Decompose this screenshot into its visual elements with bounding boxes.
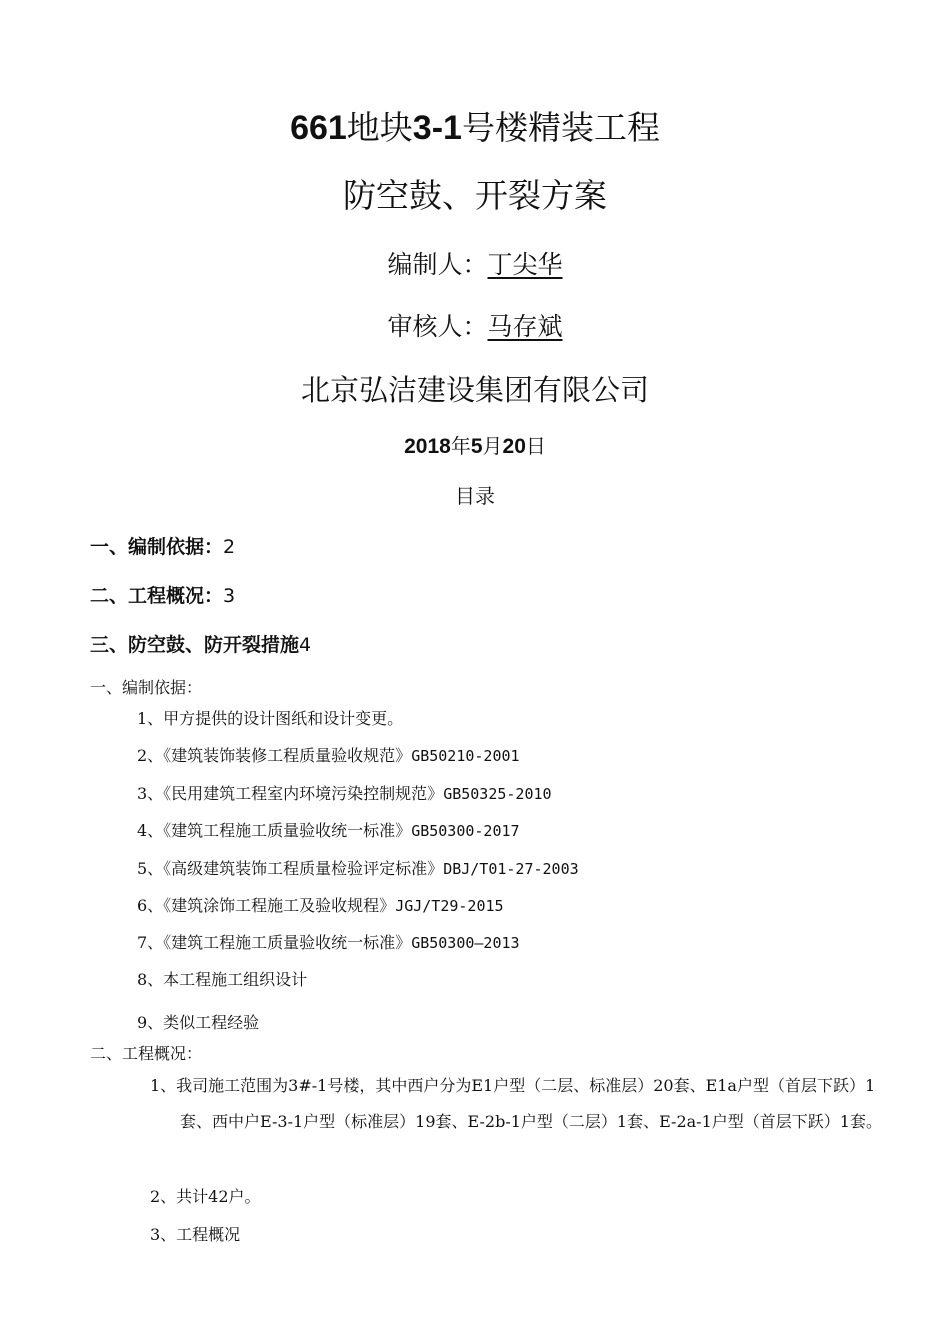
list-item: 2、共计42户。 bbox=[150, 1187, 261, 1206]
list-item-text: 6、《建筑涂饰工程施工及验收规程》 bbox=[137, 896, 396, 915]
title-rest: 号楼精装工程 bbox=[461, 108, 660, 147]
list-item bbox=[137, 707, 403, 731]
toc-entry[interactable] bbox=[90, 582, 235, 610]
toc-entry[interactable] bbox=[90, 631, 311, 659]
date-year: 2018 bbox=[404, 435, 451, 458]
toc-entry-page: 3 bbox=[223, 585, 236, 607]
toc-entry-label: 一、编制依据： bbox=[90, 536, 224, 558]
title-code: 661 bbox=[290, 109, 347, 147]
title-building-number: 3-1 bbox=[412, 109, 462, 147]
company-name: 北京弘洁建设集团有限公司 bbox=[300, 373, 649, 407]
list-item-text: 5、《高级建筑装饰工程质量检验评定标准》 bbox=[137, 859, 444, 878]
section-heading: 一、编制依据： bbox=[90, 678, 203, 697]
toc-entry-page: 4 bbox=[299, 634, 312, 656]
reviewer-line bbox=[0, 311, 950, 343]
list-item-text: 1、甲方提供的设计图纸和设计变更。 bbox=[137, 709, 404, 728]
list-item-code: GB50325-2010 bbox=[443, 785, 552, 803]
date-day: 20 bbox=[502, 435, 526, 458]
reviewer-name: 马存斌 bbox=[487, 312, 563, 341]
list-item bbox=[137, 782, 552, 806]
list-item: 3、工程概况 bbox=[150, 1225, 241, 1244]
list-item-code: DBJ/T01-27-2003 bbox=[443, 860, 579, 878]
editor-label: 编制人： bbox=[387, 250, 488, 279]
toc-title: 目录 bbox=[455, 484, 495, 508]
list-item bbox=[137, 857, 579, 881]
document-title-line1 bbox=[0, 108, 950, 148]
list-item bbox=[137, 1011, 259, 1035]
list-item-text: 7、《建筑工程施工质量验收统一标准》 bbox=[137, 933, 412, 952]
editor-name: 丁尖华 bbox=[487, 250, 563, 279]
toc-entry-label: 二、工程概况： bbox=[90, 585, 224, 607]
section-heading: 二、工程概况： bbox=[90, 1044, 203, 1063]
list-item-text: 4、《建筑工程施工质量验收统一标准》 bbox=[137, 821, 412, 840]
date-month-char: 月 bbox=[482, 434, 503, 458]
list-item bbox=[137, 744, 520, 768]
list-item-code: GB50300-2017 bbox=[411, 822, 520, 840]
list-item bbox=[137, 968, 307, 992]
list-item-text: 8、本工程施工组织设计 bbox=[137, 970, 308, 989]
list-item-code: GB50210-2001 bbox=[411, 747, 520, 765]
date-month: 5 bbox=[470, 435, 483, 458]
date-year-char: 年 bbox=[450, 434, 471, 458]
list-item-text: 9、类似工程经验 bbox=[137, 1013, 260, 1032]
editor-line bbox=[0, 249, 950, 281]
list-item-code: JGJ/T29-2015 bbox=[395, 897, 504, 915]
list-item-code: GB50300—2013 bbox=[411, 934, 520, 952]
list-item bbox=[137, 819, 520, 843]
list-item bbox=[137, 894, 504, 918]
list-item-text: 3、《民用建筑工程室内环境污染控制规范》 bbox=[137, 784, 444, 803]
overview-paragraph: 1、我司施工范围为3#-1号楼，其中西户分为E1户型（二层、标准层）20套、E1a户型（首层下跃）1套、西中户E-3-1户型（标准层）19套、E-2b-1户型（二层）1套、E-2a-1户型（首层下跃）1套。 bbox=[150, 1076, 882, 1131]
reviewer-label: 审核人： bbox=[387, 312, 488, 341]
document-date bbox=[0, 432, 950, 461]
date-day-char: 日 bbox=[525, 434, 546, 458]
list-item-text: 2、《建筑装饰装修工程质量验收规范》 bbox=[137, 746, 412, 765]
title-mid: 地块 bbox=[346, 108, 413, 147]
toc-entry-page: 2 bbox=[223, 536, 236, 558]
list-item bbox=[137, 931, 520, 955]
document-title-line2: 防空鼓、开裂方案 bbox=[343, 176, 607, 215]
toc-entry-label: 三、防空鼓、防开裂措施 bbox=[90, 634, 300, 656]
toc-entry[interactable] bbox=[90, 533, 235, 561]
